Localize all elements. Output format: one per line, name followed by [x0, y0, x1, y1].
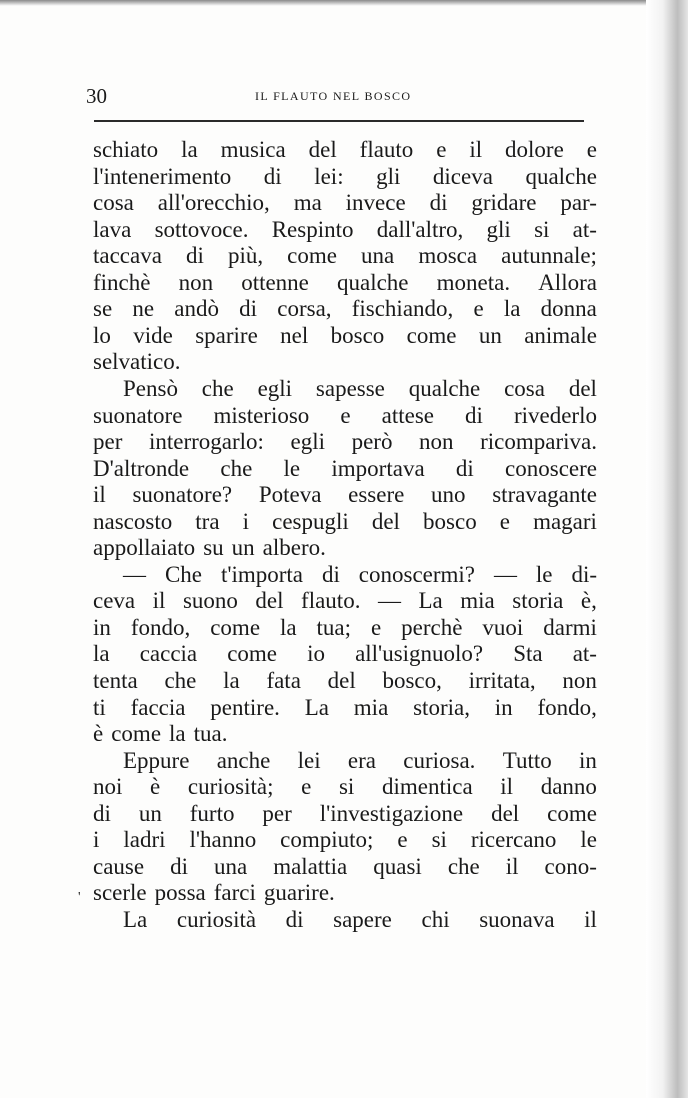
word: ne — [132, 296, 155, 321]
word: lei — [297, 748, 321, 773]
text-line — [93, 775, 597, 799]
word: moneta. — [436, 270, 511, 295]
word: cosa — [504, 376, 545, 401]
word: il — [584, 907, 597, 932]
text-line — [93, 404, 597, 428]
word: conoscermi? — [358, 562, 476, 587]
word: la — [169, 721, 186, 746]
word: la — [223, 668, 240, 693]
word: bosco — [423, 509, 477, 534]
word: storia, — [413, 695, 470, 720]
text-line — [93, 510, 597, 534]
word: che — [201, 376, 234, 401]
word: le — [535, 562, 553, 587]
word: il — [152, 588, 166, 613]
word: mia — [460, 588, 495, 613]
word: compiuto; — [280, 827, 374, 852]
word: ti — [93, 695, 106, 720]
word: le — [283, 456, 301, 481]
text-line — [93, 828, 597, 852]
word: curiosità; — [187, 774, 274, 799]
word: sparire — [195, 323, 258, 348]
text-line — [93, 881, 597, 905]
word: schiato — [93, 137, 159, 162]
word: l'intenerimento — [93, 164, 232, 189]
word: La — [304, 695, 329, 720]
word: la — [93, 641, 110, 666]
word: del — [255, 588, 284, 613]
word: si — [431, 827, 447, 852]
text-line — [123, 563, 597, 587]
word: Che — [164, 562, 202, 587]
word: at- — [572, 217, 597, 242]
word: di- — [571, 562, 597, 587]
word: di — [285, 907, 304, 932]
word: cespugli — [272, 509, 349, 534]
word: donna — [540, 296, 597, 321]
word: più, — [227, 243, 264, 268]
word: ricompariva. — [480, 429, 597, 454]
word: misterioso — [213, 403, 310, 428]
word: è — [150, 774, 161, 799]
word: tua; — [316, 615, 352, 640]
word: però — [351, 429, 393, 454]
word: il — [505, 854, 519, 879]
word: ceva — [93, 588, 136, 613]
word: del — [371, 509, 400, 534]
word: una — [213, 854, 248, 879]
word: possa — [154, 880, 206, 905]
page-number: 30 — [86, 84, 107, 108]
word: ricercano — [470, 827, 557, 852]
word: vuoi — [482, 615, 524, 640]
word: nel — [280, 323, 309, 348]
word: magari — [533, 509, 597, 534]
word: di — [455, 456, 474, 481]
word: del — [308, 137, 337, 162]
word: corsa, — [277, 296, 332, 321]
word: ladri — [123, 827, 166, 852]
word: di — [239, 296, 258, 321]
word: di — [93, 801, 111, 826]
word: un — [138, 801, 162, 826]
word: le — [580, 827, 597, 852]
word: albero. — [262, 535, 326, 560]
word: si — [534, 217, 550, 242]
text-line — [93, 191, 597, 215]
text-line — [93, 589, 597, 613]
word: autunnale; — [501, 243, 597, 268]
word: suono — [182, 588, 238, 613]
word: di — [465, 403, 483, 428]
text-line — [93, 271, 597, 295]
word: suonava — [479, 907, 555, 932]
word: anche — [216, 748, 271, 773]
word: all'orecchio, — [157, 190, 270, 215]
word: il — [500, 774, 514, 799]
word: curiosità — [176, 907, 257, 932]
word: all'usignuolo? — [355, 641, 484, 666]
word: vide — [133, 323, 173, 348]
word: qualche — [337, 270, 409, 295]
word: di — [263, 164, 282, 189]
word: sapere — [333, 907, 392, 932]
word: taccava — [93, 243, 162, 268]
word: è, — [580, 588, 597, 613]
text-line — [123, 749, 597, 773]
word: come — [406, 323, 457, 348]
word: per — [262, 801, 292, 826]
word: non — [178, 270, 214, 295]
word: come — [210, 615, 261, 640]
word: invece — [345, 190, 406, 215]
word: cause — [93, 854, 145, 879]
word: interrogarlo: — [148, 429, 264, 454]
word: animale — [524, 323, 597, 348]
word: fata — [266, 668, 301, 693]
word: attese — [381, 403, 434, 428]
word: furto — [189, 801, 235, 826]
word: perchè — [401, 615, 463, 640]
word: per — [93, 429, 123, 454]
word: fischiando, — [351, 296, 454, 321]
word: selvatico. — [93, 349, 181, 374]
text-line — [93, 457, 597, 481]
word: era — [347, 748, 376, 773]
text-line — [123, 908, 597, 932]
word: dolore — [505, 137, 564, 162]
word: mosca — [418, 243, 478, 268]
text-line — [93, 696, 597, 720]
word: del — [491, 801, 520, 826]
word: cono- — [544, 854, 597, 879]
text-line — [93, 297, 597, 321]
word: mia — [353, 695, 389, 720]
text-line — [93, 324, 597, 348]
word: curiosa. — [403, 748, 476, 773]
word: gridare — [471, 190, 537, 215]
word: t'importa — [220, 562, 304, 587]
word: se — [93, 296, 113, 321]
word: egli — [290, 429, 325, 454]
word: qualche — [525, 164, 597, 189]
word: lo — [93, 323, 111, 348]
word: Respinto — [271, 217, 354, 242]
word: fondo, — [130, 615, 191, 640]
text-line — [93, 244, 597, 268]
text-line — [93, 430, 597, 454]
word: La — [418, 588, 443, 613]
running-title: IL FLAUTO NEL BOSCO — [255, 89, 412, 103]
text-line — [93, 218, 597, 242]
word: come — [227, 641, 278, 666]
word: La — [123, 907, 148, 932]
word: tua. — [193, 721, 228, 746]
word: tra — [195, 509, 220, 534]
text-line — [93, 642, 597, 666]
word: lava — [93, 217, 132, 242]
word: e — [340, 403, 351, 428]
word: bosco — [330, 323, 385, 348]
word: — — [493, 562, 517, 587]
text-line — [123, 377, 597, 401]
word: di — [186, 243, 204, 268]
book-spine-shadow — [646, 0, 688, 1098]
word: musica — [220, 137, 286, 162]
word: in — [93, 615, 111, 640]
word: danno — [540, 774, 597, 799]
word: faccia — [130, 695, 186, 720]
word: un — [231, 535, 255, 560]
word: ma — [293, 190, 322, 215]
word: i — [93, 827, 100, 852]
text-line — [93, 802, 597, 826]
word: darmi — [543, 615, 597, 640]
text-line — [93, 722, 597, 746]
word: e — [499, 509, 510, 534]
word: in — [579, 748, 597, 773]
word: fondo, — [537, 695, 597, 720]
word: su — [203, 535, 224, 560]
word: gli — [486, 217, 511, 242]
word: bosco, — [382, 668, 442, 693]
word: at- — [572, 641, 597, 666]
text-line — [93, 165, 597, 189]
word: è — [93, 721, 104, 746]
word: storia — [512, 588, 564, 613]
word: e — [301, 774, 312, 799]
word: egli — [257, 376, 293, 401]
page-top-edge — [0, 0, 688, 6]
word: appollaiato — [93, 535, 196, 560]
word: scerle — [93, 880, 147, 905]
word: suonatore — [93, 403, 183, 428]
text-line — [93, 616, 597, 640]
word: non — [562, 668, 597, 693]
word: del — [568, 376, 597, 401]
word: essere — [348, 482, 405, 507]
word: dimentica — [381, 774, 473, 799]
word: la — [503, 296, 521, 321]
word: e — [586, 137, 597, 162]
word: finchè — [93, 270, 151, 295]
word: noi — [93, 774, 123, 799]
word: e — [397, 827, 408, 852]
word: flauto — [359, 137, 414, 162]
word: conoscere — [505, 456, 597, 481]
word: cosa — [93, 190, 134, 215]
word: lei: — [314, 164, 344, 189]
word: di — [429, 190, 448, 215]
word: suonatore? — [132, 482, 233, 507]
text-line — [93, 855, 597, 879]
word: quasi — [373, 854, 422, 879]
word: — — [123, 562, 146, 587]
word: D'altronde — [93, 456, 190, 481]
word: di — [321, 562, 340, 587]
word: importava — [331, 456, 425, 481]
word: in — [494, 695, 513, 720]
word: e — [473, 296, 484, 321]
word: che — [164, 668, 197, 693]
word: che — [447, 854, 480, 879]
word: Sta — [513, 641, 543, 666]
word: Pensò — [123, 376, 178, 401]
word: Poteva — [258, 482, 322, 507]
word: dall'altro, — [376, 217, 464, 242]
word: gli — [376, 164, 401, 189]
word: la — [181, 137, 198, 162]
word: tenta — [93, 668, 138, 693]
word: malattia — [273, 854, 348, 879]
word: l'hanno — [189, 827, 257, 852]
word: farci — [213, 880, 256, 905]
word: Eppure — [123, 748, 190, 773]
word: par- — [560, 190, 597, 215]
word: non — [419, 429, 454, 454]
word: uno — [431, 482, 466, 507]
word: come — [111, 721, 162, 746]
word: Tutto — [502, 748, 552, 773]
word: io — [307, 641, 325, 666]
word: il — [93, 482, 106, 507]
word: irritata, — [468, 668, 536, 693]
text-line — [93, 350, 597, 374]
word: che — [220, 456, 253, 481]
word: e — [436, 137, 447, 162]
header-rule — [94, 120, 584, 122]
word: si — [338, 774, 355, 799]
word: un — [478, 323, 502, 348]
word: come — [287, 243, 337, 268]
word: di — [170, 854, 188, 879]
word: i — [242, 509, 250, 534]
word: del — [327, 668, 356, 693]
word: diceva — [432, 164, 493, 189]
word: sottovoce. — [154, 217, 249, 242]
text-line — [93, 536, 597, 560]
word: andò — [174, 296, 219, 321]
word: nascosto — [93, 509, 173, 534]
word: ottenne — [241, 270, 309, 295]
word: stravagante — [492, 482, 597, 507]
text-line — [93, 138, 597, 162]
word: chi — [421, 907, 450, 932]
word: rivederlo — [513, 403, 597, 428]
word: sapesse — [315, 376, 385, 401]
word: Allora — [538, 270, 597, 295]
word: e — [371, 615, 382, 640]
word: il — [469, 137, 483, 162]
word: caccia — [139, 641, 198, 666]
word: l'investigazione — [319, 801, 464, 826]
word: guarire. — [263, 880, 335, 905]
word: flauto. — [301, 588, 361, 613]
text-line — [93, 483, 597, 507]
word: qualche — [408, 376, 481, 401]
margin-mark: ' — [78, 890, 81, 905]
word: pentire. — [210, 695, 280, 720]
word: come — [547, 801, 597, 826]
word: una — [361, 243, 395, 268]
text-line — [93, 669, 597, 693]
word: — — [377, 588, 401, 613]
word: la — [279, 615, 297, 640]
